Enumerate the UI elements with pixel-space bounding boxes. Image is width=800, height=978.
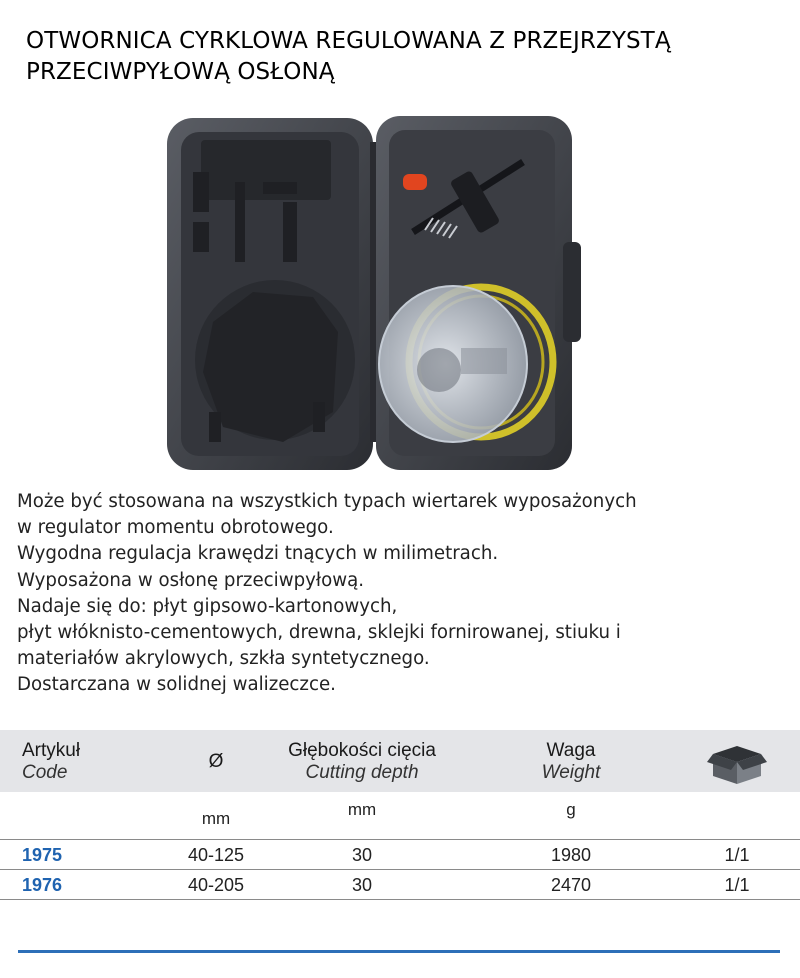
header-diameter: Ø bbox=[208, 751, 224, 772]
description-line: Wygodna regulacja krawędzi tnących w milimetrach. bbox=[17, 543, 499, 565]
description-line: Nadaje się do: płyt gipsowo-kartonowych, bbox=[17, 595, 398, 617]
unit-weight: g bbox=[566, 800, 576, 819]
header-depth-en: Cutting depth bbox=[305, 762, 419, 783]
description-line: Dostarczana w solidnej walizeczce. bbox=[17, 674, 336, 696]
description-line: płyt włóknisto-cementowych, drewna, sklejki fornirowanej, stiuku i bbox=[17, 622, 621, 644]
table-row bbox=[0, 870, 800, 900]
title-line-1: OTWORNICA CYRKLOWA REGULOWANA Z PRZEJRZYSTĄ bbox=[26, 28, 671, 54]
header-code-pl: Artykuł bbox=[22, 740, 81, 761]
package-box-icon bbox=[705, 742, 769, 784]
row-depth: 30 bbox=[351, 845, 373, 865]
footer-divider bbox=[18, 950, 780, 953]
unit-depth: mm bbox=[347, 800, 377, 819]
header-weight bbox=[542, 740, 601, 784]
description-line: w regulator momentu obrotowego. bbox=[17, 517, 334, 539]
row-code: 1976 bbox=[22, 875, 63, 895]
unit-diameter: mm bbox=[201, 809, 231, 828]
description-line: Może być stosowana na wszystkich typach wiertarek wyposażonych bbox=[17, 491, 637, 512]
header-weight-en: Weight bbox=[541, 762, 601, 783]
row-diameter: 40-205 bbox=[187, 875, 245, 895]
header-depth-pl: Głębokości cięcia bbox=[288, 740, 436, 761]
product-title bbox=[26, 26, 786, 88]
title-line-2: PRZECIWPYŁOWĄ OSŁONĄ bbox=[26, 59, 335, 85]
description-line: materiałów akrylowych, szkła syntetycznego. bbox=[17, 648, 430, 670]
row-code: 1975 bbox=[22, 845, 63, 865]
row-pack: 1/1 bbox=[724, 845, 750, 865]
header-code-en: Code bbox=[22, 762, 68, 783]
header-weight-pl: Waga bbox=[546, 740, 596, 761]
product-photo bbox=[163, 112, 583, 474]
spec-table bbox=[0, 730, 800, 900]
row-weight: 2470 bbox=[550, 875, 592, 895]
row-pack: 1/1 bbox=[724, 875, 750, 895]
row-diameter: 40-125 bbox=[187, 845, 245, 865]
header-depth bbox=[288, 740, 436, 784]
description-line: Wyposażona w osłonę przeciwpyłową. bbox=[17, 569, 364, 591]
units-row bbox=[0, 792, 800, 840]
header-code bbox=[22, 740, 80, 784]
row-depth: 30 bbox=[351, 875, 373, 895]
row-weight: 1980 bbox=[550, 845, 592, 865]
product-description bbox=[17, 489, 792, 699]
table-header bbox=[0, 730, 800, 792]
table-row bbox=[0, 840, 800, 870]
